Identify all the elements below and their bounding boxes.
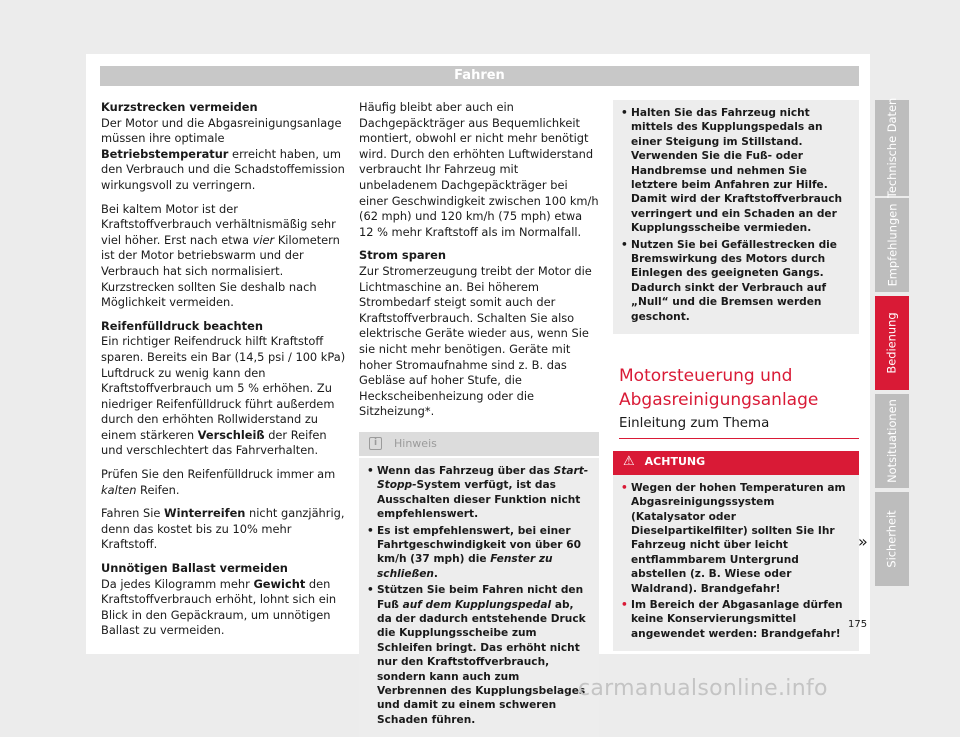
- hint-title: Hinweis: [394, 436, 437, 450]
- section-title: Motorsteuerung und Abgasreinigungsanlage: [619, 366, 819, 411]
- tab-sicherheit[interactable]: Sicherheit: [875, 492, 909, 586]
- bullet-icon: •: [621, 598, 628, 611]
- warning-body: [613, 475, 859, 651]
- heading-kurzstrecken: Kurzstrecken vermeiden: [101, 100, 258, 114]
- warning-box: [613, 451, 859, 651]
- bullet-icon: •: [621, 481, 628, 494]
- column-1: [101, 100, 349, 647]
- bullet-icon: •: [367, 524, 374, 537]
- page-number: 175: [848, 619, 868, 630]
- info-icon: i: [369, 437, 382, 450]
- warning-header: [613, 451, 859, 475]
- warning-title: ACHTUNG: [644, 455, 706, 469]
- heading-reifenfuelldruck: Reifenfülldruck beachten: [101, 318, 263, 333]
- paragraph: Ein richtiger Reifendruck hilft Kraftstoff sparen. Bereits ein Bar (14,5 psi / 100 kPa) Luftdruck zu wenig kann den Kraftstoffverbrauch um 5 % erhöhen. Zu niedriger Reifenfülldruck führt außerdem durch den erhöhten Rollwiderstand zu einem stärkeren Verschleiß der Reifen und verschlechtert das Fahrverhalten.: [101, 334, 346, 458]
- hint-body: [613, 100, 859, 334]
- chapter-header: Fahren: [100, 66, 859, 86]
- tab-technische-daten[interactable]: Technische Daten: [875, 100, 909, 196]
- tab-bedienung[interactable]: Bedienung: [875, 296, 909, 390]
- watermark: carmanualsonline.info: [578, 676, 828, 701]
- paragraph: Der Motor und die Abgasreinigungsanlage müssen ihre optimale Betriebstemperatur erreicht haben, um den Verbrauch und die Schadstoffemission wirkungsvoll zu verringern.: [101, 115, 345, 192]
- hint-body: [359, 458, 599, 737]
- list-item: • Es ist empfehlenswert, bei einer Fahrtgeschwindigkeit von über 60 km/h (37 mph) die Fenster zu schließen.: [367, 524, 581, 580]
- list-item: • Wenn das Fahrzeug über das Start-Stopp-System verfügt, ist das Ausschalten dieser Funktion nicht empfehlenswert.: [367, 464, 589, 521]
- tab-notsituationen[interactable]: Notsituationen: [875, 394, 909, 488]
- paragraph: Prüfen Sie den Reifenfülldruck immer am kalten Reifen.: [101, 467, 336, 497]
- bullet-icon: •: [367, 584, 374, 597]
- bullet-icon: •: [367, 464, 374, 477]
- hint-box: [359, 432, 599, 737]
- list-item: • Halten Sie das Fahrzeug nicht mittels des Kupplungspedals an einer Steigung im Stillstand. Verwenden Sie die Fuß- oder Handbremse und nehmen Sie letztere beim Anfahren zur Hilfe. Damit wird der Kraftstoffverbrauch verringert und ein Schaden an der Kupplungsscheibe vermieden.: [621, 107, 843, 235]
- heading-ballast: Unnötigen Ballast vermeiden: [101, 561, 288, 576]
- paragraph: Bei kaltem Motor ist der Kraftstoffverbrauch verhältnismäßig sehr viel höher. Erst nach etwa vier Kilometern ist der Motor betriebswarm und der Verbrauch hat sich normalisiert. Kurzstrecken sollten Sie deshalb nach Möglichkeit vermeiden.: [101, 201, 340, 310]
- list-item: • Im Bereich der Abgasanlage dürfen keine Konservierungsmittel angewendet werden: Brandgefahr!: [621, 598, 843, 640]
- tab-empfehlungen[interactable]: Empfehlungen: [875, 198, 909, 292]
- paragraph: Häufig bleibt aber auch ein Dachgepäckträger aus Bequemlichkeit montiert, obwohl er nicht mehr benötigt wird. Durch den erhöhten Luftwiderstand verbraucht Ihr Fahrzeug mit unbeladenem Dachgepäckträger bei einer Geschwindigkeit zwischen 100 km/h (62 mph) und 120 km/h (75 mph) etwa 12 % mehr Kraftstoff als im Normalfall.: [359, 100, 599, 239]
- bullet-icon: •: [621, 107, 628, 119]
- bullet-icon: •: [621, 238, 628, 251]
- column-3: [613, 100, 859, 651]
- paragraph: Fahren Sie Winterreifen nicht ganzjährig, denn das kostet bis zu 10% mehr Kraftstoff.: [101, 506, 345, 552]
- paragraph: Da jedes Kilogramm mehr Gewicht den Kraftstoffverbrauch erhöht, lohnt sich ein Blick in den Gepäckraum, um unnötigen Ballast zu vermeiden.: [101, 576, 337, 638]
- list-item: • Nutzen Sie bei Gefällestrecken die Bremswirkung des Motors durch Einlegen des geeigneten Gangs. Dadurch sinkt der Verbrauch auf „Null“ und die Bremsen werden geschont.: [621, 238, 837, 323]
- column-2: [359, 100, 599, 737]
- hint-header: [359, 432, 599, 458]
- continue-arrow-icon: »: [858, 532, 868, 551]
- hint-box-continued: [613, 100, 859, 334]
- heading-strom-sparen: Strom sparen: [359, 248, 446, 263]
- paragraph: Zur Stromerzeugung treibt der Motor die Lichtmaschine an. Bei höherem Strombedarf steigt somit auch der Kraftstoffverbrauch. Schalten Sie also elektrische Geräte wieder aus, wenn Sie sie nicht mehr benötigen. Geräte mit hoher Stromaufnahme sind z. B. das Gebläse auf hoher Stufe, die Heckscheibenheizung oder die Sitzheizung*.: [359, 263, 592, 419]
- list-item: • Wegen der hohen Temperaturen am Abgasreinigungssystem (Katalysator oder Dieselpartikelfilter) sollten Sie Ihr Fahrzeug nicht über leicht entflammbarem Untergrund abstellen (z. B. Wiese oder Waldrand). Brandgefahr!: [621, 481, 846, 595]
- section-subtitle: Einleitung zum Thema: [619, 416, 859, 439]
- warning-triangle-icon: ⚠: [623, 454, 635, 470]
- list-item: • Stützen Sie beim Fahren nicht den Fuß auf dem Kupplungspedal ab, da der dadurch entstehende Druck die Kupplungsscheibe zum Schleifen bringt. Das erhöht nicht nur den Kraftstoffverbrauch, sondern kann auch zum Verbrennen des Kupplungsbelages und damit zu einem schweren Schaden führen.: [367, 584, 586, 726]
